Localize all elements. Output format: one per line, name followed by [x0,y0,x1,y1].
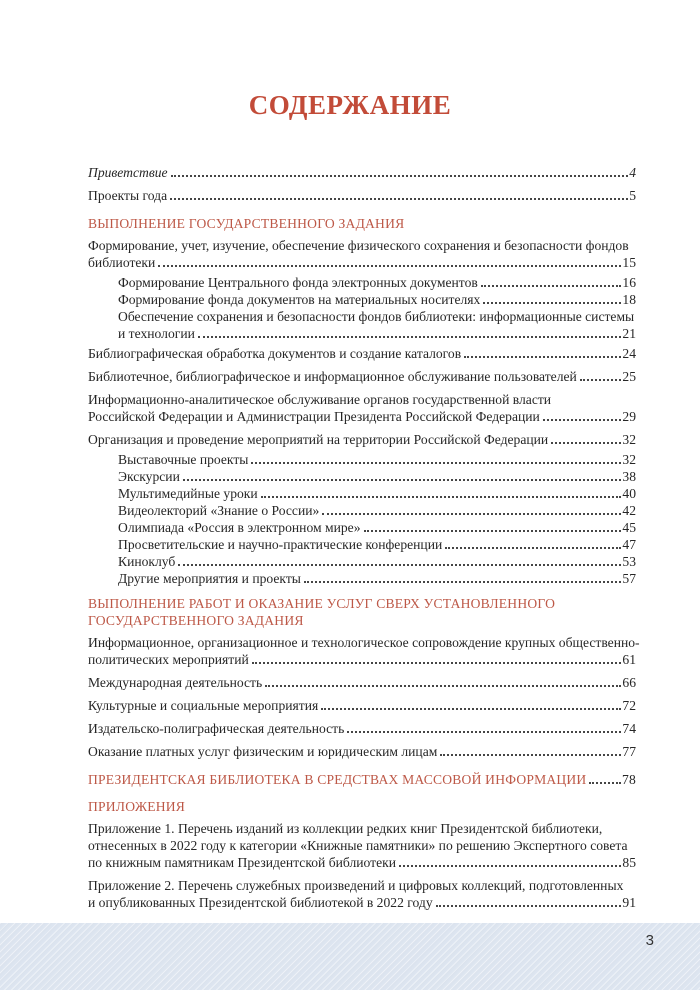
toc-entry-label: Библиографическая обработка документов и создание каталогов [88,346,462,361]
toc-page-number: 5 [629,188,636,203]
toc-page-number: 38 [622,469,636,484]
dot-leader [364,530,622,532]
dot-leader [170,198,628,200]
dot-leader [322,513,621,515]
dot-leader [440,754,621,756]
dot-leader [481,285,622,287]
toc-entry [88,237,636,271]
toc-entry-label: Другие мероприятия и проекты [118,571,301,586]
toc-page-number: 78 [622,772,636,787]
toc-entry-label: ВЫПОЛНЕНИЕ ГОСУДАРСТВЕННОГО ЗАДАНИЯ [88,216,405,231]
toc-entry-line: Приложение 2. Перечень служебных произведений и цифровых коллекций, подготовленных [88,878,624,893]
toc-entry [88,674,636,691]
toc-entry-label: по книжным памятникам Президентской библиотеки [88,855,397,870]
toc-entry-label: Издательско-полиграфическая деятельность [88,721,345,736]
toc-section-heading [88,771,636,788]
toc-entry-label: и технологии [118,326,195,341]
dot-leader [464,356,621,358]
toc-entry [88,368,636,385]
toc-entry [88,536,636,553]
toc-entry-label: Олимпиада «Россия в электронном мире» [118,520,361,535]
toc-page-number: 72 [622,698,636,713]
toc-entry [88,451,636,468]
dot-leader [483,302,621,304]
toc-entry [88,743,636,760]
toc-entry [88,308,636,342]
toc-entry-line: Формирование, учет, изучение, обеспечение физического сохранения и безопасности фондов [88,238,629,253]
toc-entry-label: и опубликованных Президентской библиотекой в 2022 году [88,895,433,910]
footer-band [0,923,700,990]
toc-entry-label: Приветствие [88,165,168,180]
toc-page-number: 15 [622,255,636,270]
dot-leader [321,708,621,710]
toc-entry-label: Экскурсии [118,469,180,484]
toc-entry [88,485,636,502]
toc-section-heading [88,215,636,232]
toc-entry [88,431,636,448]
dot-leader [178,564,621,566]
toc-section-heading [88,798,636,815]
toc-entry-line: Приложение 1. Перечень изданий из коллекции редких книг Президентской библиотеки, [88,821,603,836]
toc-entry [88,697,636,714]
toc-entry-label: политических мероприятий [88,652,249,667]
toc-page-number: 47 [622,537,636,552]
dot-leader [252,662,622,664]
toc-entry [88,345,636,362]
dot-leader [261,496,622,498]
toc-entry-label: Видеолекторий «Знание о России» [118,503,320,518]
toc-section-heading [88,595,636,629]
dot-leader [347,731,621,733]
dot-leader [580,379,622,381]
dot-leader [265,685,621,687]
toc-entry-label: Выставочные проекты [118,452,249,467]
dot-leader [304,581,622,583]
toc-page-number: 61 [622,652,636,667]
dot-leader [399,865,621,867]
dot-leader [183,479,622,481]
toc-entry [88,519,636,536]
toc-page-number: 4 [629,165,636,180]
toc-page-number: 24 [622,346,636,361]
toc-entry [88,391,636,425]
contents-title: СОДЕРЖАНИЕ [248,90,452,120]
toc-entry [88,291,636,308]
toc-page-number: 18 [622,292,636,307]
dot-leader [551,442,621,444]
toc-page-number: 45 [622,520,636,535]
toc-entry-label: Российской Федерации и Администрации Президента Российской Федерации [88,409,540,424]
toc-entry [88,720,636,737]
toc-entry-label: Библиотечное, библиографическое и информационное обслуживание пользователей [88,369,577,384]
toc-page-number: 21 [622,326,636,341]
dot-leader [436,905,622,907]
toc-entry-label: ПРЕЗИДЕНТСКАЯ БИБЛИОТЕКА В СРЕДСТВАХ МАССОВОЙ ИНФОРМАЦИИ [88,772,587,787]
toc-page-number: 85 [622,855,636,870]
toc-entry [88,820,636,871]
toc-entry-label: Международная деятельность [88,675,263,690]
toc-page-number: 91 [622,895,636,910]
toc-entry-label: ПРИЛОЖЕНИЯ [88,799,186,814]
toc-entry [88,502,636,519]
toc-page-number: 32 [622,452,636,467]
toc-page-number: 77 [622,744,636,759]
toc-page-number: 29 [622,409,636,424]
toc-page-number: 53 [622,554,636,569]
dot-leader [543,419,622,421]
toc-entry-label: Мультимедийные уроки [118,486,258,501]
toc-entry-label: Проекты года [88,188,168,203]
toc-page-number: 32 [622,432,636,447]
toc-entry-line: Обеспечение сохранения и безопасности фондов библиотеки: информационные системы [118,309,635,324]
toc-entry-line: Информационно-аналитическое обслуживание органов государственной власти [88,392,552,407]
toc-entry-label: Формирование Центрального фонда электронных документов [118,275,478,290]
toc-page-number: 16 [622,275,636,290]
dot-leader [158,265,621,267]
toc-entry-label: Просветительские и научно-практические конференции [118,537,443,552]
toc-page-number: 42 [622,503,636,518]
toc-page-number: 40 [622,486,636,501]
dot-leader [171,175,629,177]
toc-list [88,161,640,914]
toc-page-number: 25 [622,369,636,384]
toc-entry [88,164,636,181]
toc-entry-label: Организация и проведение мероприятий на территории Российской Федерации [88,432,549,447]
toc-page-number: 57 [622,571,636,586]
toc-entry-label: Культурные и социальные мероприятия [88,698,319,713]
toc-entry [88,187,636,204]
toc-page-number: 66 [622,675,636,690]
toc-entry-line: ВЫПОЛНЕНИЕ РАБОТ И ОКАЗАНИЕ УСЛУГ СВЕРХ УСТАНОВЛЕННОГО [88,596,556,611]
toc-entry [88,553,636,570]
toc-entry [88,468,636,485]
dot-leader [198,336,622,338]
toc-entry-label: ГОСУДАРСТВЕННОГО ЗАДАНИЯ [88,613,304,628]
toc-entry [88,877,636,911]
toc-entry [88,274,636,291]
toc-entry [88,634,640,668]
toc-entry [88,570,636,587]
toc-entry-label: Формирование фонда документов на материальных носителях [118,292,481,307]
toc-entry-line: Информационное, организационное и технологическое сопровождение крупных общественно- [88,635,640,650]
toc-entry-label: Киноклуб [118,554,176,569]
toc-page-number: 74 [622,721,636,736]
toc-entry-line: отнесенных в 2022 году к категории «Книжные памятники» по решению Экспертного совета [88,838,628,853]
dot-leader [445,547,621,549]
page-number: 3 [645,932,654,949]
dot-leader [589,782,621,784]
toc-entry-label: библиотеки [88,255,156,270]
toc-entry-label: Оказание платных услуг физическим и юридическим лицам [88,744,438,759]
dot-leader [251,462,621,464]
